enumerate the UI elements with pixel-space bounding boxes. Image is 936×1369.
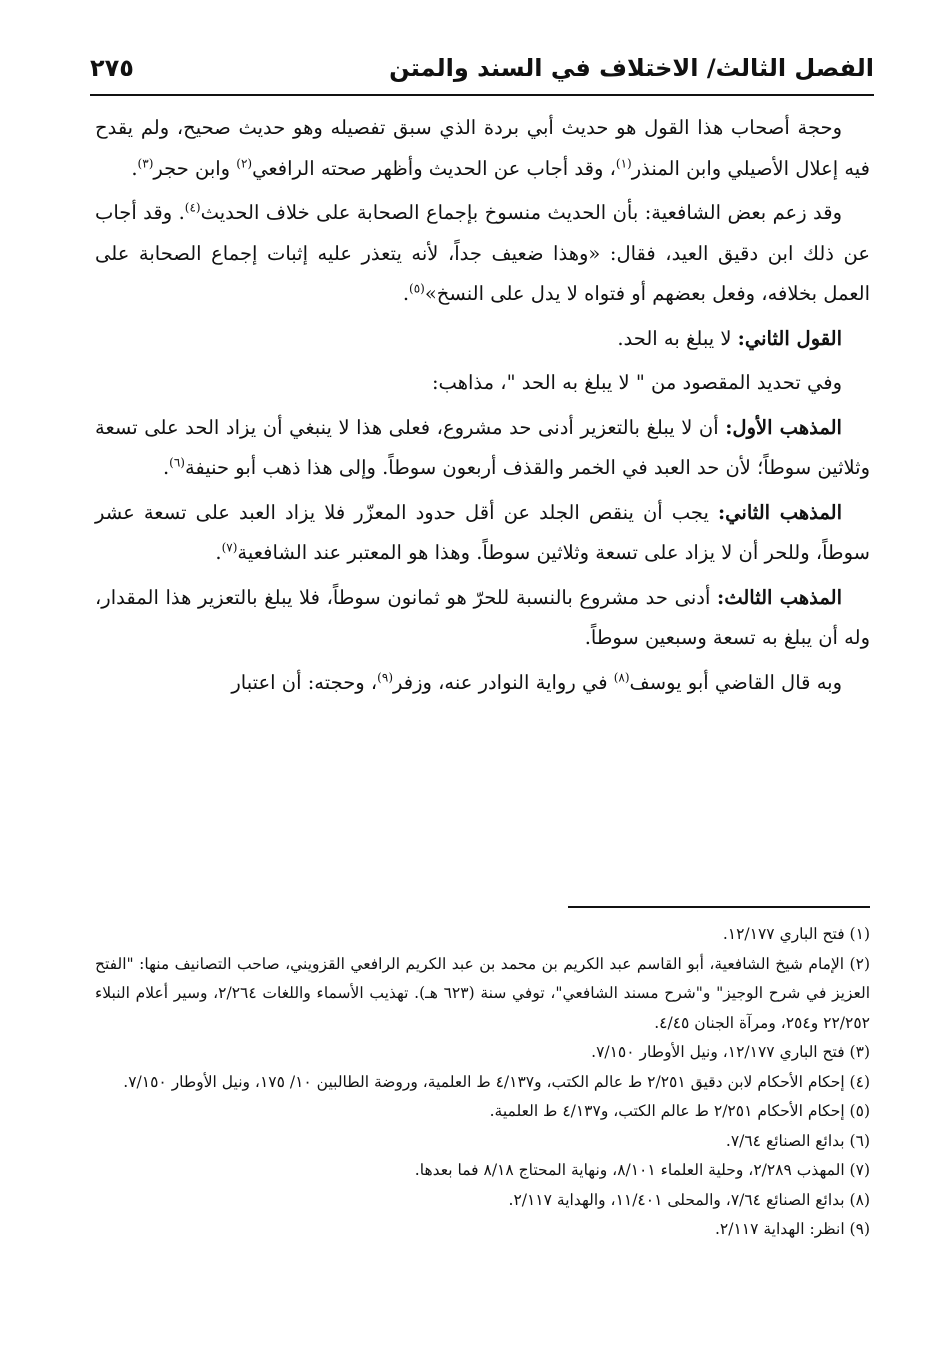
footnotes — [95, 920, 870, 1245]
paragraph-1 — [95, 108, 870, 189]
footnote-ref-3: (٣) — [137, 156, 154, 170]
footnote-ref-1: (١) — [615, 156, 632, 170]
paragraph-2 — [95, 193, 870, 315]
paragraph-2-end: . — [402, 282, 410, 305]
paragraph-8-mid: في رواية النوادر عنه، وزفر — [393, 670, 614, 694]
footnote-2: (٢) الإمام شيخ الشافعية، أبو القاسم عبد الكريم بن محمد بن عبد الكريم الرافعي القزويني، صاحب التصانيف منها: "الفتح العزيز في شرح الوجيز" و"شرح مسند الشافعي"، توفي سنة (٦٢٣ هـ). تهذيب الأسماء واللغات ٢/٢٦٤، وسير أعلام النبلاء ٢٢/٢٥٢ و٢٥٤، ومرآة الجنان ٤/٤٥. — [95, 954, 871, 1032]
footnote-ref-5: (٥) — [409, 281, 425, 296]
paragraph-3-text: لا يبلغ به الحد. — [617, 326, 738, 350]
footnote-8: (٨) بدائع الصنائع ٧/٦٤، والمحلى ١١/٤٠١، والهداية ٢/١١٧. — [508, 1190, 870, 1209]
paragraph-4 — [95, 363, 870, 404]
footnote-ref-6: (٦) — [169, 455, 185, 470]
third-school-label: المذهب الثالث: — [717, 585, 842, 609]
first-school-label: المذهب الأول: — [725, 415, 842, 439]
footnote-5: (٥) إحكام الأحكام ٢/٢٥١ ط عالم الكتب، و٤/١٣٧ ط العلمية. — [489, 1102, 870, 1120]
running-title: الفصل الثالث/ الاختلاف في السند والمتن — [389, 54, 874, 82]
paragraph-6 — [95, 493, 870, 574]
footnote-6: (٦) بدائع الصنائع ٧/٦٤. — [725, 1131, 870, 1150]
paragraph-1-mid: ، وقد أجاب عن الحديث وأظهر صحته الرافعي — [252, 156, 616, 180]
paragraph-6-end: . — [215, 541, 222, 564]
footnote-7: (٧) المهذب ٢/٢٨٩، وحلية العلماء ٨/١٠١، ونهاية المحتاج ٨/١٨ فما بعدها. — [414, 1161, 870, 1179]
paragraph-6-text: يجب أن ينقص الجلد عن أقل حدود المعزّر فلا يزاد العبد على تسعة عشر سوطاً، وللحر أن لا يزاد على تسعة وثلاثين سوطاً. وهذا هو المعتبر عند الشافعية — [95, 500, 870, 564]
paragraph-2-mid: . وقد أجاب عن ذلك ابن دقيق العيد، فقال: «وهذا ضعيف جداً، لأنه يتعذر عليه إثبات إجماع الصحابة على العمل بخلافه، وفعل بعضهم أو فتواه لا يدل على النسخ» — [95, 201, 870, 305]
paragraph-3 — [95, 319, 870, 360]
paragraph-4-text: وفي تحديد المقصود من " لا يبلغ به الحد "، مذاهب: — [431, 371, 842, 394]
main-text — [95, 108, 870, 707]
footnote-9: (٩) انظر: الهداية ٢/١١٧. — [714, 1220, 870, 1238]
paragraph-8-end: ، وحجته: أن اعتبار — [231, 670, 378, 694]
paragraph-5-text: أن لا يبلغ بالتعزير أدنى حد مشروع، فعلى هذا لا ينبغي أن يزاد الحد على تسعة وثلاثين سوطاً؛ لأن حد العبد في الخمر والقذف أربعون سوطاً. وإلى هذا ذهب أبو حنيفة — [95, 415, 870, 479]
paragraph-1-text: وحجة أصحاب هذا القول هو حديث أبي بردة الذي سبق تفصيله وهو حديث صحيح، ولم يقدح فيه إعلال الأصيلي وابن المنذر — [95, 116, 870, 180]
second-opinion-label: القول الثاني: — [737, 326, 842, 350]
footnote-1: (١) فتح الباري ١٢/١٧٧. — [722, 925, 870, 943]
footnote-divider — [568, 906, 870, 908]
paragraph-8 — [95, 663, 870, 704]
page-number: ٢٧٥ — [90, 54, 134, 82]
page-header — [90, 50, 874, 96]
footnote-ref-7: (٧) — [221, 540, 238, 555]
paragraph-8-text: وبه قال القاضي أبو يوسف — [629, 670, 842, 694]
paragraph-5-end: . — [162, 456, 170, 479]
paragraph-1-mid2: وابن حجر — [153, 156, 237, 180]
footnote-ref-9: (٩) — [377, 670, 393, 684]
paragraph-1-end: . — [131, 156, 138, 180]
paragraph-7 — [95, 578, 870, 659]
paragraph-2-text: وقد زعم بعض الشافعية: بأن الحديث منسوخ بإجماع الصحابة على خلاف الحديث — [200, 201, 842, 224]
footnote-ref-8: (٨) — [613, 670, 630, 684]
footnote-ref-4: (٤) — [184, 200, 201, 215]
second-school-label: المذهب الثاني: — [717, 500, 842, 524]
footnote-3: (٣) فتح الباري ١٢/١٧٧، ونيل الأوطار ٧/١٥٠. — [591, 1043, 870, 1061]
paragraph-5 — [95, 408, 870, 489]
footnote-ref-2: (٢) — [236, 156, 253, 170]
footnote-4: (٤) إحكام الأحكام لابن دقيق ٢/٢٥١ ط عالم الكتب، و٤/١٣٧ ط العلمية، وروضة الطالبين ١٠/ ١٧٥، ونيل الأوطار ٧/١٥٠. — [123, 1072, 870, 1091]
paragraph-7-text: أدنى حد مشروع بالنسبة للحرّ هو ثمانون سوطاً، فلا يبلغ بالتعزير هذا المقدار، وله أن يبلغ به تسعة وسبعين سوطاً. — [95, 585, 870, 649]
